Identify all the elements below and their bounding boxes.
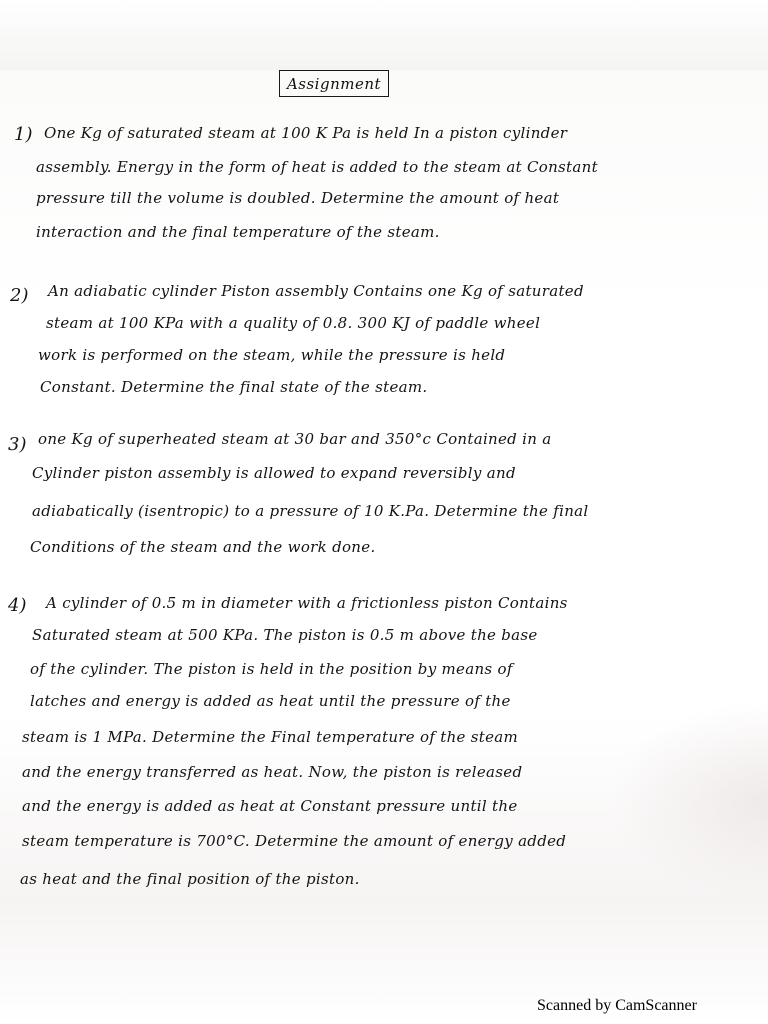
question-4-line-6: and the energy transferred as heat. Now, the piston is released <box>22 763 523 781</box>
question-4-line-1: A cylinder of 0.5 m in diameter with a frictionless piston Contains <box>46 594 568 612</box>
question-1-line-4: interaction and the final temperature of the steam. <box>36 223 440 241</box>
question-4-line-5: steam is 1 MPa. Determine the Final temperature of the steam <box>22 728 519 746</box>
question-4-line-8: steam temperature is 700°C. Determine the amount of energy added <box>22 832 567 850</box>
question-3-line-1: one Kg of superheated steam at 30 bar and 350°c Contained in a <box>38 430 552 448</box>
question-3-line-3: adiabatically (isentropic) to a pressure of 10 K.Pa. Determine the final <box>32 502 589 520</box>
question-2-line-3: work is performed on the steam, while the pressure is held <box>38 346 506 364</box>
question-2-line-4: Constant. Determine the final state of the steam. <box>40 378 428 396</box>
question-1-line-2: assembly. Energy in the form of heat is added to the steam at Constant <box>36 158 598 176</box>
scan-shadow-top <box>0 0 768 70</box>
question-4-line-7: and the energy is added as heat at Constant pressure until the <box>22 797 518 815</box>
question-4-line-2: Saturated steam at 500 KPa. The piston is 0.5 m above the base <box>32 626 538 644</box>
scanner-watermark: Scanned by CamScanner <box>537 997 697 1014</box>
question-2-line-1: An adiabatic cylinder Piston assembly Contains one Kg of saturated <box>48 282 584 300</box>
scan-shadow-right <box>608 700 768 900</box>
question-3-line-4: Conditions of the steam and the work done. <box>30 538 376 556</box>
question-4-line-9: as heat and the final position of the piston. <box>20 870 360 888</box>
question-1-line-1: One Kg of saturated steam at 100 K Pa is held In a piston cylinder <box>44 124 568 142</box>
question-1-line-3: pressure till the volume is doubled. Determine the amount of heat <box>36 189 560 207</box>
question-4-line-4: latches and energy is added as heat until the pressure of the <box>30 692 511 710</box>
question-3-number: 3) <box>8 434 27 455</box>
question-4-number: 4) <box>8 595 27 616</box>
question-3-line-2: Cylinder piston assembly is allowed to expand reversibly and <box>32 464 516 482</box>
question-4-line-3: of the cylinder. The piston is held in the position by means of <box>30 660 513 678</box>
assignment-title: Assignment <box>279 70 389 97</box>
question-1-number: 1) <box>14 124 33 145</box>
question-2-number: 2) <box>10 285 29 306</box>
question-2-line-2: steam at 100 KPa with a quality of 0.8. 300 KJ of paddle wheel <box>46 314 541 332</box>
